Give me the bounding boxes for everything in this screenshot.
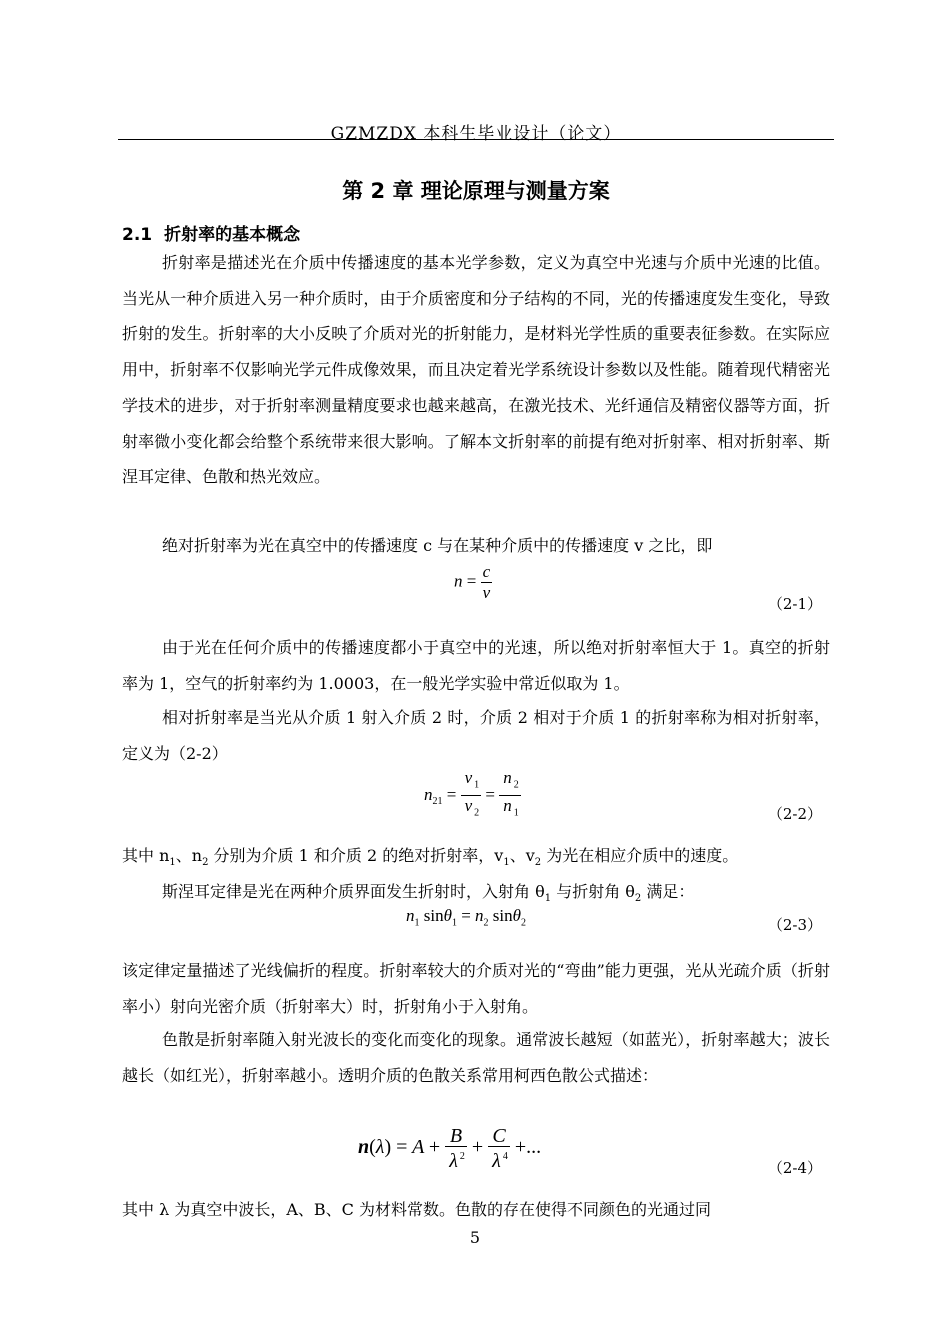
eq4-lambda-quad: λ (492, 1149, 501, 1172)
p5-sub-n2: 2 (202, 857, 209, 869)
p5-sub-v2: 2 (534, 857, 542, 869)
eq2-n1-symbol: n (503, 796, 512, 816)
paragraph-dispersion: 色散是折射率随入射光波长的变化而变化的现象。通常波长越短（如蓝光），折射率越大；波长越长（如红光），折射率越小。透明介质的色散关系常用柯西色散公式描述： (122, 1030, 830, 1085)
eq1-numerator: c (482, 562, 491, 581)
equation-number-2-1: （2-1） (767, 595, 822, 613)
eq4-B-constant: B (445, 1126, 467, 1147)
eq3-sin-left: sin (423, 906, 444, 925)
p5-text-b: 、n (175, 846, 203, 865)
eq4-ellipsis: ... (526, 1135, 542, 1158)
eq2-fraction-velocity (461, 768, 482, 824)
eq4-plus-1: + (428, 1135, 441, 1158)
eq4-exponent-2: 2 (459, 1151, 465, 1162)
eq3-n2-symbol: n (475, 906, 484, 925)
eq4-lambda-symbol: λ (375, 1135, 385, 1158)
eq1-fraction (481, 562, 493, 603)
paragraph-snell-law-explanation: 该定律定量描述了光线偏折的程度。折射率较大的介质对光的“弯曲”能力更强，光从光疏介质（折射率小）射向光密介质（折射率大）时，折射角小于入射角。 (122, 961, 830, 1016)
eq2-velocity-numerator (461, 768, 482, 796)
page-number: 5 (469, 1228, 481, 1247)
paragraph-refractive-index-intro: 折射率是描述光在介质中传播速度的基本光学参数，定义为真空中光速与介质中光速的比值。当光从一种介质进入另一种介质时，由于介质密度和分子结构的不同，光的传播速度发生变化，导致折射的发生。折射率的大小反映了介质对光的折射能力，是材料光学性质的重要表征参数。在实际应用中，折射率不仅影响光学元件成像效果，而且决定着光学系统设计参数以及性能。随着现代精密光学技术的进步，对于折射率测量精度要求也越来越高，在激光技术、光纤通信及精密仪器等方面，折射率微小变化都会给整个系统带来很大影响。了解本文折射率的前提有绝对折射率、相对折射率、斯涅耳定律、色散和热光效应。 (122, 253, 830, 487)
eq2-n1-subscript: 1 (513, 807, 519, 819)
paragraph-absolute-index-note: 由于光在任何介质中的传播速度都小于真空中的光速，所以绝对折射率恒大于 1。真空的折射率为 1，空气的折射率约为 1.0003，在一般光学实验中常近似取为 1。 (122, 638, 830, 693)
header-rule (118, 139, 834, 140)
eq3-n1-subscript: 1 (414, 917, 420, 929)
eq2-v2-symbol: v (464, 796, 473, 816)
equation-2-2 (424, 768, 521, 824)
p6-text-a: 斯涅耳定律是光在两种介质界面发生折射时，入射角 θ (162, 882, 545, 901)
eq2-index-numerator (499, 768, 521, 796)
eq3-sin-right: sin (492, 906, 513, 925)
p5-text-d: 、v (509, 846, 535, 865)
eq4-B-denominator (445, 1147, 467, 1171)
eq4-C-denominator (488, 1147, 510, 1171)
eq2-v1-symbol: v (464, 768, 473, 787)
running-header: GZMZDX 本科生毕业设计（论文） (330, 124, 622, 144)
eq2-equals-2: = (485, 784, 495, 804)
eq4-fraction-B (445, 1126, 467, 1171)
eq4-plus-2: + (471, 1135, 484, 1158)
eq1-equals: = (466, 571, 477, 591)
eq3-equals: = (461, 906, 471, 925)
equation-2-3 (406, 906, 526, 928)
eq2-index-denominator (499, 796, 521, 823)
equation-number-2-2: （2-2） (767, 805, 822, 823)
equation-2-4 (358, 1126, 541, 1171)
eq3-n2-subscript: 2 (483, 917, 489, 929)
eq2-n2-symbol: n (503, 768, 512, 787)
eq1-denominator: v (482, 583, 491, 602)
eq3-theta2-subscript: 2 (521, 917, 526, 929)
p6-text-b: 与折射角 θ (551, 882, 635, 901)
eq4-A-constant: A (412, 1135, 424, 1158)
p5-sub-v1: 1 (503, 857, 510, 869)
eq2-fraction-index (499, 768, 521, 824)
eq4-right-paren: ) (384, 1135, 392, 1158)
section-title-text: 折射率的基本概念 (164, 225, 301, 245)
eq2-n2-subscript: 2 (513, 779, 519, 791)
eq3-theta1-subscript: 1 (451, 917, 457, 929)
paragraph-absolute-index: 绝对折射率为光在真空中的传播速度 c 与在某种介质中的传播速度 v 之比，即 (162, 536, 713, 555)
p5-text-a: 其中 n (122, 846, 170, 865)
eq2-v1-subscript: 1 (474, 779, 480, 791)
p5-text-e: 为光在相应介质中的速度。 (541, 846, 739, 865)
eq4-left-paren: ( (369, 1135, 376, 1158)
eq4-exponent-4: 4 (502, 1151, 508, 1162)
eq2-equals-1: = (446, 784, 457, 804)
eq2-lhs: n (424, 784, 433, 804)
equation-number-2-4: （2-4） (767, 1159, 822, 1177)
eq3-theta1-symbol: θ (443, 906, 452, 925)
eq2-velocity-denominator (461, 796, 482, 823)
eq3-theta2-symbol: θ (512, 906, 521, 925)
equation-2-1 (454, 562, 492, 603)
eq4-lambda-sq: λ (449, 1149, 458, 1172)
p6-text-c: 满足： (641, 882, 695, 901)
p6-sub-theta1: 1 (544, 893, 552, 905)
section-heading (122, 220, 300, 245)
eq2-lhs-subscript: 21 (432, 796, 443, 808)
eq4-C-constant: C (488, 1126, 510, 1147)
paragraph-relative-index: 相对折射率是当光从介质 1 射入介质 2 时，介质 2 相对于介质 1 的折射率称为相对折射率，定义为（2-2） (122, 708, 830, 763)
chapter-title: 第 2 章 理论原理与测量方案 (342, 179, 610, 203)
p5-text-c: 分别为介质 1 和介质 2 的绝对折射率，v (208, 846, 504, 865)
equation-number-2-3: （2-3） (767, 916, 822, 934)
section-number: 2.1 (122, 225, 153, 245)
eq1-lhs: n (454, 571, 463, 591)
eq4-fraction-C (488, 1126, 510, 1171)
eq4-equals: = (396, 1135, 408, 1158)
eq4-n-symbol: n (358, 1135, 370, 1158)
p6-sub-theta2: 2 (634, 893, 642, 905)
eq2-v2-subscript: 2 (474, 807, 480, 819)
eq4-plus-3: + (514, 1135, 527, 1158)
p5-sub-n1: 1 (169, 857, 176, 869)
eq3-n1-symbol: n (406, 906, 415, 925)
paragraph-dispersion-constants: 其中 λ 为真空中波长，A、B、C 为材料常数。色散的存在使得不同颜色的光通过同 (122, 1200, 711, 1219)
